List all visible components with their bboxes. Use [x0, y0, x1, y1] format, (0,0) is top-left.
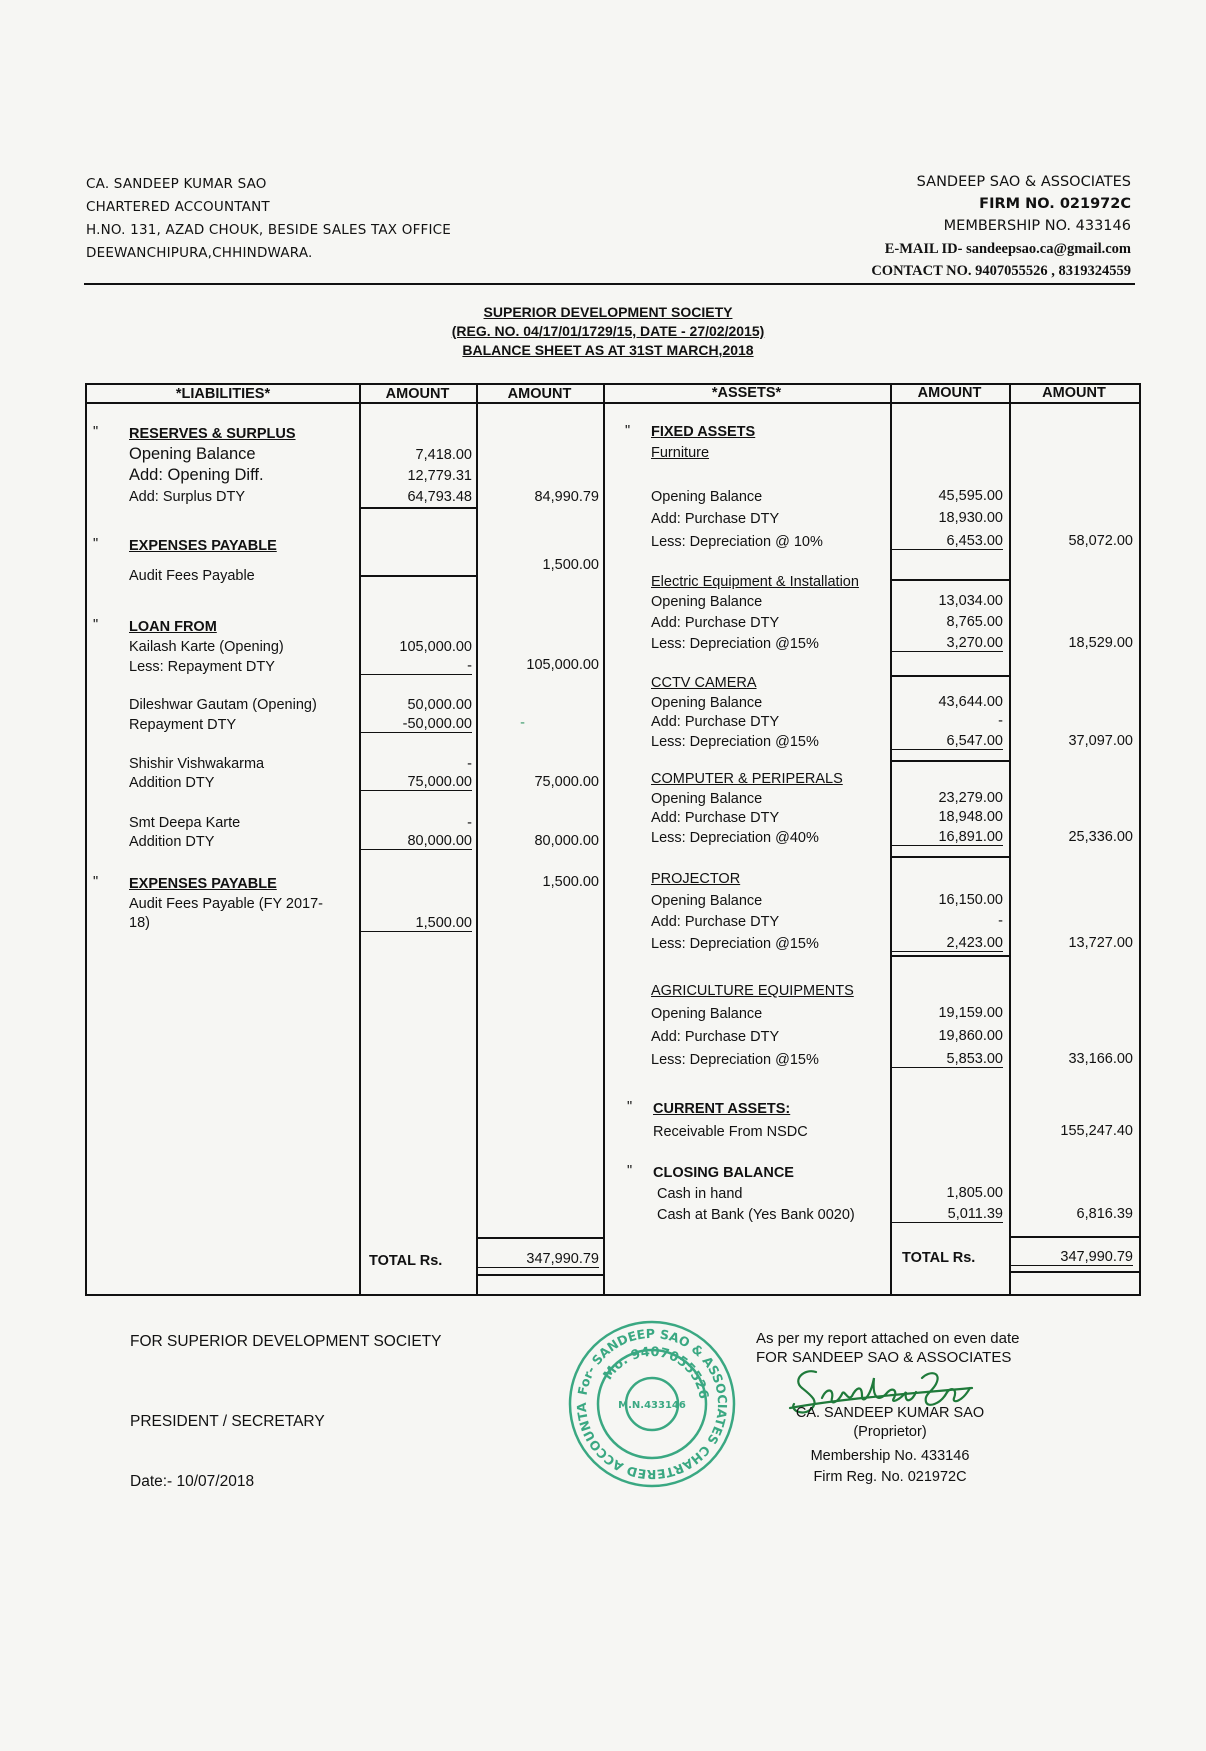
- quote-mark: ": [93, 617, 99, 633]
- svg-text:For- SANDEEP SAO & ASSOCIATES: For- SANDEEP SAO & ASSOCIATES CHARTERED ACCOUNTA: [573, 1325, 731, 1483]
- liab-amount: 64,793.48: [407, 489, 472, 505]
- asset-amount: 16,891.00: [890, 829, 1003, 846]
- liab-amount: 50,000.00: [407, 697, 472, 713]
- total-rule: [1009, 1236, 1139, 1238]
- ca-signatory-name: CA. SANDEEP KUMAR SAO: [795, 1405, 985, 1421]
- subtotal-rule: [890, 856, 1009, 858]
- subtotal-rule: [890, 579, 1009, 581]
- asset-label: Less: Depreciation @ 10%: [651, 534, 823, 550]
- asset-label: Receivable From NSDC: [653, 1124, 808, 1140]
- quote-mark: ": [625, 423, 631, 439]
- liab-total: 1,500.00: [542, 557, 599, 573]
- liab-label: Add: Surplus DTY: [129, 489, 246, 505]
- quote-mark: ": [627, 1163, 633, 1179]
- electric-heading: Electric Equipment & Installation: [651, 574, 859, 590]
- report-date: Date:- 10/07/2018: [130, 1473, 255, 1490]
- liab-amount: 12,779.31: [407, 468, 472, 484]
- liab-label: 18): [129, 915, 150, 931]
- cctv-heading: CCTV CAMERA: [651, 675, 757, 691]
- liab-amount: 75,000.00: [359, 774, 472, 791]
- society-title: SUPERIOR DEVELOPMENT SOCIETY: [483, 304, 733, 320]
- liab-total: -: [520, 715, 525, 731]
- asset-amount: 5,853.00: [890, 1051, 1003, 1068]
- asset-label: Cash in hand: [657, 1186, 743, 1202]
- signatory-membership: Membership No. 433146: [810, 1448, 970, 1464]
- asset-amount: 23,279.00: [938, 790, 1003, 806]
- current-assets-heading: CURRENT ASSETS:: [653, 1101, 791, 1117]
- ca-address-line2: DEEWANCHIPURA,CHHINDWARA.: [86, 245, 313, 261]
- asset-amount: 13,034.00: [938, 593, 1003, 609]
- asset-amount: 19,860.00: [938, 1028, 1003, 1044]
- asset-amount: 43,644.00: [938, 694, 1003, 710]
- asset-label: Add: Purchase DTY: [651, 615, 780, 631]
- asset-amount: 5,011.39: [890, 1206, 1003, 1223]
- assets-header: *ASSETS*: [711, 385, 782, 401]
- liab-label: Less: Repayment DTY: [129, 659, 275, 675]
- liab-amount: -: [359, 658, 472, 675]
- agri-heading: AGRICULTURE EQUIPMENTS: [651, 983, 854, 999]
- signatory-firm-reg: Firm Reg. No. 021972C: [813, 1469, 967, 1485]
- expenses-heading: EXPENSES PAYABLE: [129, 538, 277, 554]
- liab-total: 1,500.00: [542, 874, 599, 890]
- registration-line: (REG. NO. 04/17/01/1729/15, DATE - 27/02/2015): [451, 323, 765, 339]
- liab-label: Audit Fees Payable (FY 2017-: [129, 896, 323, 912]
- asset-label: Opening Balance: [651, 695, 763, 711]
- ca-name: CA. SANDEEP KUMAR SAO: [86, 176, 267, 192]
- liab-amount: 7,418.00: [415, 447, 472, 463]
- asset-total: 13,727.00: [1068, 935, 1133, 951]
- asset-label: Add: Purchase DTY: [651, 511, 780, 527]
- asset-label: Opening Balance: [651, 893, 763, 909]
- asset-label: Cash at Bank (Yes Bank 0020): [657, 1207, 855, 1223]
- asset-total: 58,072.00: [1068, 533, 1133, 549]
- asset-label: Add: Purchase DTY: [651, 914, 780, 930]
- liab-amount: -: [467, 815, 472, 831]
- asset-amount: 2,423.00: [890, 935, 1003, 952]
- liab-total: 75,000.00: [534, 774, 599, 790]
- asset-label: Opening Balance: [651, 1006, 763, 1022]
- asset-label: Less: Depreciation @15%: [651, 936, 819, 952]
- amount-header: AMOUNT: [385, 386, 450, 402]
- col-divider: [603, 385, 605, 1294]
- liab-label: Repayment DTY: [129, 717, 237, 733]
- firm-number: FIRM NO. 021972C: [979, 196, 1131, 212]
- header-row-rule: [87, 402, 1139, 404]
- svg-text:M.N.433146: M.N.433146: [618, 1400, 686, 1411]
- firm-header: [631, 172, 1131, 282]
- asset-total: 33,166.00: [1068, 1051, 1133, 1067]
- projector-heading: PROJECTOR: [651, 871, 741, 887]
- liab-amount: 105,000.00: [399, 639, 472, 655]
- president-secretary: PRESIDENT / SECRETARY: [130, 1413, 325, 1430]
- balance-sheet-title: BALANCE SHEET AS AT 31ST MARCH,2018: [462, 342, 754, 358]
- proprietor-label: (Proprietor): [853, 1424, 927, 1440]
- asset-amount: 19,159.00: [938, 1005, 1003, 1021]
- liab-label: Addition DTY: [129, 834, 215, 850]
- total-rule: [476, 1274, 603, 1276]
- firm-email: E-MAIL ID- sandeepsao.ca@gmail.com: [884, 241, 1131, 257]
- asset-label: Opening Balance: [651, 791, 763, 807]
- asset-total: 25,336.00: [1068, 829, 1133, 845]
- subtotal-rule: [890, 675, 1009, 677]
- amount-header: AMOUNT: [917, 385, 982, 401]
- reserves-heading: RESERVES & SURPLUS: [129, 426, 296, 442]
- amount-header: AMOUNT: [1042, 385, 1106, 401]
- ca-address-line1: H.NO. 131, AZAD CHOUK, BESIDE SALES TAX OFFICE: [86, 222, 452, 238]
- total-rule: [1009, 1271, 1139, 1273]
- subtotal-rule: [359, 507, 476, 509]
- liab-label: Shishir Vishwakarma: [129, 756, 265, 772]
- total-assets: 347,990.79: [1009, 1249, 1133, 1266]
- fixed-assets-heading: FIXED ASSETS: [651, 424, 756, 440]
- quote-mark: ": [627, 1099, 633, 1115]
- amount-header: AMOUNT: [507, 386, 572, 402]
- asset-amount: 18,930.00: [938, 510, 1003, 526]
- balance-sheet-table: [85, 383, 1141, 1296]
- liab-label: Dileshwar Gautam (Opening): [129, 697, 317, 713]
- subtotal-rule: [359, 575, 476, 577]
- asset-amount: 6,453.00: [890, 533, 1003, 550]
- subtotal-rule: [890, 760, 1009, 762]
- liab-total: 84,990.79: [534, 489, 599, 505]
- liab-total: 105,000.00: [526, 657, 599, 673]
- asset-label: Less: Depreciation @15%: [651, 1052, 819, 1068]
- asset-total: 18,529.00: [1068, 635, 1133, 651]
- loan-heading: LOAN FROM: [129, 619, 217, 635]
- asset-label: Add: Purchase DTY: [651, 1029, 780, 1045]
- asset-total: 37,097.00: [1068, 733, 1133, 749]
- firm-name: SANDEEP SAO & ASSOCIATES: [916, 174, 1131, 190]
- liab-label: Add: Opening Diff.: [129, 466, 264, 484]
- for-firm: FOR SANDEEP SAO & ASSOCIATES: [756, 1349, 1012, 1366]
- svg-text:Mo. 9407055526: Mo. 9407055526: [600, 1344, 711, 1401]
- asset-label: Opening Balance: [651, 594, 763, 610]
- asset-label: Add: Purchase DTY: [651, 714, 780, 730]
- total-label: TOTAL Rs.: [369, 1253, 443, 1269]
- liabilities-header: *LIABILITIES*: [175, 386, 271, 402]
- liab-label: Addition DTY: [129, 775, 215, 791]
- quote-mark: ": [93, 874, 99, 890]
- liab-amount: 1,500.00: [359, 915, 472, 932]
- asset-total: 155,247.40: [1060, 1123, 1133, 1139]
- asset-amount: -: [998, 713, 1003, 729]
- total-liabilities: 347,990.79: [476, 1251, 599, 1268]
- total-label: TOTAL Rs.: [902, 1250, 976, 1266]
- asset-amount: 16,150.00: [938, 892, 1003, 908]
- subtotal-rule: [890, 955, 1009, 957]
- liab-amount: 80,000.00: [359, 833, 472, 850]
- report-attached-note: As per my report attached on even date: [756, 1330, 1020, 1347]
- liab-label: Audit Fees Payable: [129, 568, 255, 584]
- firm-contact: CONTACT NO. 9407055526 , 8319324559: [871, 263, 1131, 279]
- asset-label: Less: Depreciation @15%: [651, 636, 819, 652]
- asset-amount: 45,595.00: [938, 488, 1003, 504]
- liab-label: Kailash Karte (Opening): [129, 639, 284, 655]
- total-rule: [476, 1237, 603, 1239]
- asset-amount: 18,948.00: [938, 809, 1003, 825]
- closing-balance-heading: CLOSING BALANCE: [653, 1165, 794, 1181]
- computer-heading: COMPUTER & PERIPERALS: [651, 771, 843, 787]
- liab-amount: -: [467, 756, 472, 772]
- asset-label: Add: Purchase DTY: [651, 810, 780, 826]
- asset-label: Less: Depreciation @40%: [651, 830, 819, 846]
- society-signatory: FOR SUPERIOR DEVELOPMENT SOCIETY: [130, 1333, 442, 1350]
- firm-membership: MEMBERSHIP NO. 433146: [943, 218, 1131, 234]
- ca-designation: CHARTERED ACCOUNTANT: [86, 199, 270, 215]
- asset-amount: 6,547.00: [890, 733, 1003, 750]
- firm-stamp: [566, 1318, 738, 1495]
- quote-mark: ": [93, 536, 99, 552]
- stamp-seal-icon: [566, 1318, 738, 1490]
- asset-amount: 1,805.00: [946, 1185, 1003, 1201]
- liab-label: Opening Balance: [129, 445, 256, 463]
- liab-total: 80,000.00: [534, 833, 599, 849]
- asset-label: Opening Balance: [651, 489, 763, 505]
- quote-mark: ": [93, 424, 99, 440]
- liab-amount: -50,000.00: [359, 716, 472, 733]
- asset-amount: -: [998, 913, 1003, 929]
- asset-label: Less: Depreciation @15%: [651, 734, 819, 750]
- asset-amount: 3,270.00: [890, 635, 1003, 652]
- expenses-heading: EXPENSES PAYABLE: [129, 876, 277, 892]
- asset-total: 6,816.39: [1076, 1206, 1133, 1222]
- liab-label: Smt Deepa Karte: [129, 815, 241, 831]
- furniture-heading: Furniture: [651, 445, 710, 461]
- asset-amount: 8,765.00: [946, 614, 1003, 630]
- header-rule: [84, 283, 1135, 285]
